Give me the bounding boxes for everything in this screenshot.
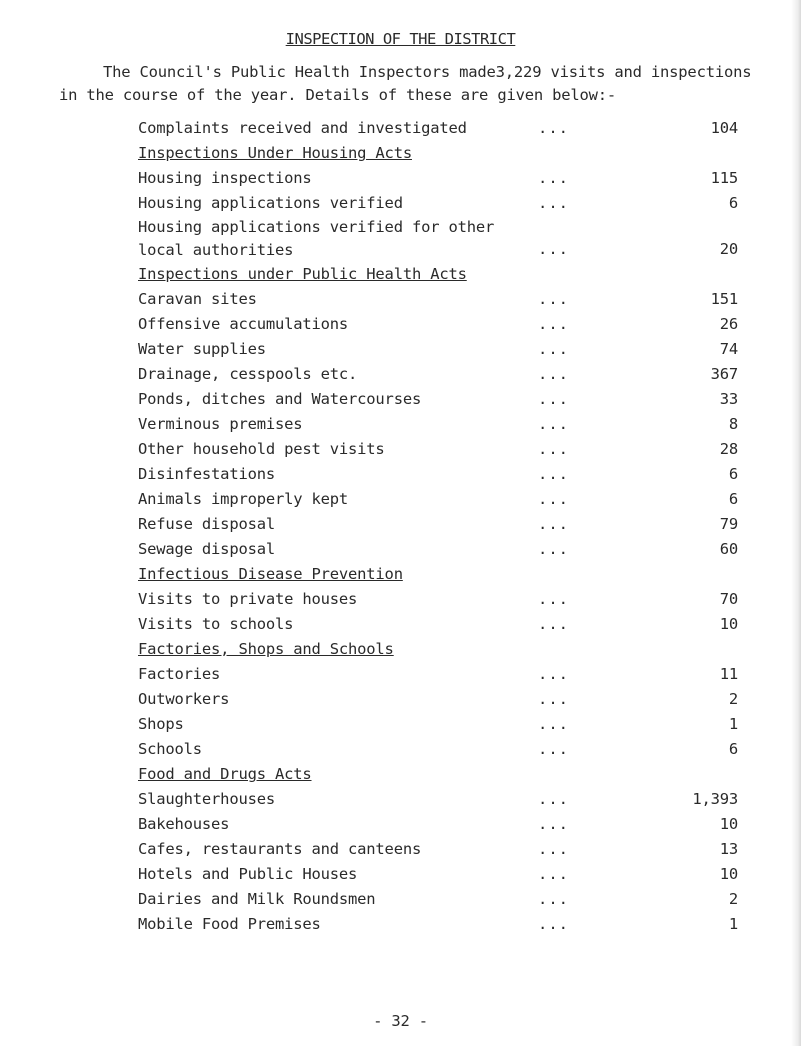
table-row — [138, 812, 738, 837]
row-label: Housing applications verified — [138, 194, 403, 212]
table-row — [138, 337, 738, 362]
row-value: 2 — [728, 890, 738, 908]
row-label: Dairies and Milk Roundsmen — [138, 890, 376, 908]
row-label: Factories — [138, 665, 221, 683]
leader-dots: ... — [538, 119, 569, 137]
inspection-list — [138, 116, 738, 937]
leader-dots: ... — [538, 740, 569, 758]
section-heading-housing: Inspections Under Housing Acts — [138, 144, 412, 162]
leader-dots: ... — [538, 290, 569, 308]
complaints-row — [138, 116, 738, 141]
row-value: 104 — [710, 119, 738, 137]
page-edge-shadow — [791, 0, 801, 1046]
row-label: Housing applications verified for other local authorities — [138, 218, 495, 259]
row-value: 60 — [719, 540, 738, 558]
table-row — [138, 362, 738, 387]
leader-dots: ... — [538, 240, 569, 258]
row-value: 10 — [719, 815, 738, 833]
table-row — [138, 191, 738, 216]
row-label: Slaughterhouses — [138, 790, 275, 808]
leader-dots: ... — [538, 665, 569, 683]
table-row — [138, 862, 738, 887]
row-label: Offensive accumulations — [138, 315, 349, 333]
row-label: Animals improperly kept — [138, 490, 349, 508]
row-label: Shops — [138, 715, 184, 733]
table-row — [138, 612, 738, 637]
section-heading-food-drugs: Food and Drugs Acts — [138, 765, 312, 783]
row-label: Ponds, ditches and Watercourses — [138, 390, 422, 408]
row-value: 74 — [719, 340, 738, 358]
intro-paragraph — [59, 61, 779, 107]
row-value: 2 — [728, 690, 738, 708]
table-row — [138, 387, 738, 412]
table-row — [138, 712, 738, 737]
leader-dots: ... — [538, 415, 569, 433]
row-label: Refuse disposal — [138, 515, 275, 533]
table-row — [138, 287, 738, 312]
leader-dots: ... — [538, 915, 569, 933]
row-value: 151 — [710, 290, 738, 308]
table-row — [138, 662, 738, 687]
row-value: 10 — [719, 865, 738, 883]
row-label: Outworkers — [138, 690, 230, 708]
leader-dots: ... — [538, 590, 569, 608]
table-row — [138, 412, 738, 437]
row-label: Cafes, restaurants and canteens — [138, 840, 422, 858]
row-value: 367 — [710, 365, 738, 383]
row-label: Other household pest visits — [138, 440, 385, 458]
row-value: 6 — [728, 490, 738, 508]
row-value: 28 — [719, 440, 738, 458]
row-label: Caravan sites — [138, 290, 257, 308]
row-value: 33 — [719, 390, 738, 408]
leader-dots: ... — [538, 340, 569, 358]
leader-dots: ... — [538, 440, 569, 458]
leader-dots: ... — [538, 840, 569, 858]
row-value: 6 — [728, 465, 738, 483]
row-value: 6 — [728, 740, 738, 758]
row-value: 1 — [728, 715, 738, 733]
table-row — [138, 737, 738, 762]
leader-dots: ... — [538, 890, 569, 908]
row-value: 26 — [719, 315, 738, 333]
row-value: 70 — [719, 590, 738, 608]
table-row — [138, 437, 738, 462]
row-label: Housing inspections — [138, 169, 312, 187]
leader-dots: ... — [538, 815, 569, 833]
row-value: 8 — [728, 415, 738, 433]
row-value: 1,393 — [692, 790, 738, 808]
row-label: Visits to private houses — [138, 590, 358, 608]
table-row — [138, 687, 738, 712]
table-row — [138, 887, 738, 912]
row-value: 20 — [719, 240, 738, 258]
row-label: Water supplies — [138, 340, 266, 358]
row-label: Mobile Food Premises — [138, 915, 321, 933]
row-label: Schools — [138, 740, 202, 758]
row-label: Visits to schools — [138, 615, 294, 633]
row-value: 13 — [719, 840, 738, 858]
leader-dots: ... — [538, 465, 569, 483]
leader-dots: ... — [538, 315, 569, 333]
intro-line-1: The Council's Public Health Inspectors made3,229 visits and inspections — [103, 63, 752, 81]
section-heading-infectious-disease: Infectious Disease Prevention — [138, 565, 403, 583]
row-label: Complaints received and investigated — [138, 119, 467, 137]
row-label: Sewage disposal — [138, 540, 275, 558]
leader-dots: ... — [538, 515, 569, 533]
table-row — [138, 537, 738, 562]
leader-dots: ... — [538, 194, 569, 212]
leader-dots: ... — [538, 390, 569, 408]
table-row — [138, 787, 738, 812]
leader-dots: ... — [538, 540, 569, 558]
row-value: 79 — [719, 515, 738, 533]
leader-dots: ... — [538, 365, 569, 383]
row-label: Verminous premises — [138, 415, 303, 433]
table-row — [138, 487, 738, 512]
section-heading-public-health: Inspections under Public Health Acts — [138, 265, 467, 283]
table-row — [138, 166, 738, 191]
row-label: Hotels and Public Houses — [138, 865, 358, 883]
table-row — [138, 512, 738, 537]
table-row — [138, 912, 738, 937]
leader-dots: ... — [538, 715, 569, 733]
table-row — [138, 312, 738, 337]
leader-dots: ... — [538, 169, 569, 187]
row-value: 10 — [719, 615, 738, 633]
table-row — [138, 462, 738, 487]
table-row — [138, 837, 738, 862]
leader-dots: ... — [538, 690, 569, 708]
page-title: INSPECTION OF THE DISTRICT — [285, 30, 516, 48]
table-row — [138, 587, 738, 612]
leader-dots: ... — [538, 790, 569, 808]
row-value: 11 — [719, 665, 738, 683]
row-label: Drainage, cesspools etc. — [138, 365, 358, 383]
leader-dots: ... — [538, 615, 569, 633]
row-label: Disinfestations — [138, 465, 275, 483]
leader-dots: ... — [538, 865, 569, 883]
row-value: 115 — [710, 169, 738, 187]
section-heading-factories: Factories, Shops and Schools — [138, 640, 394, 658]
table-row — [138, 216, 738, 262]
row-label: Bakehouses — [138, 815, 230, 833]
row-value: 1 — [728, 915, 738, 933]
page-number: - 32 - — [373, 1012, 428, 1030]
row-value: 6 — [728, 194, 738, 212]
leader-dots: ... — [538, 490, 569, 508]
intro-line-2: in the course of the year. Details of these are given below:- — [59, 86, 617, 104]
